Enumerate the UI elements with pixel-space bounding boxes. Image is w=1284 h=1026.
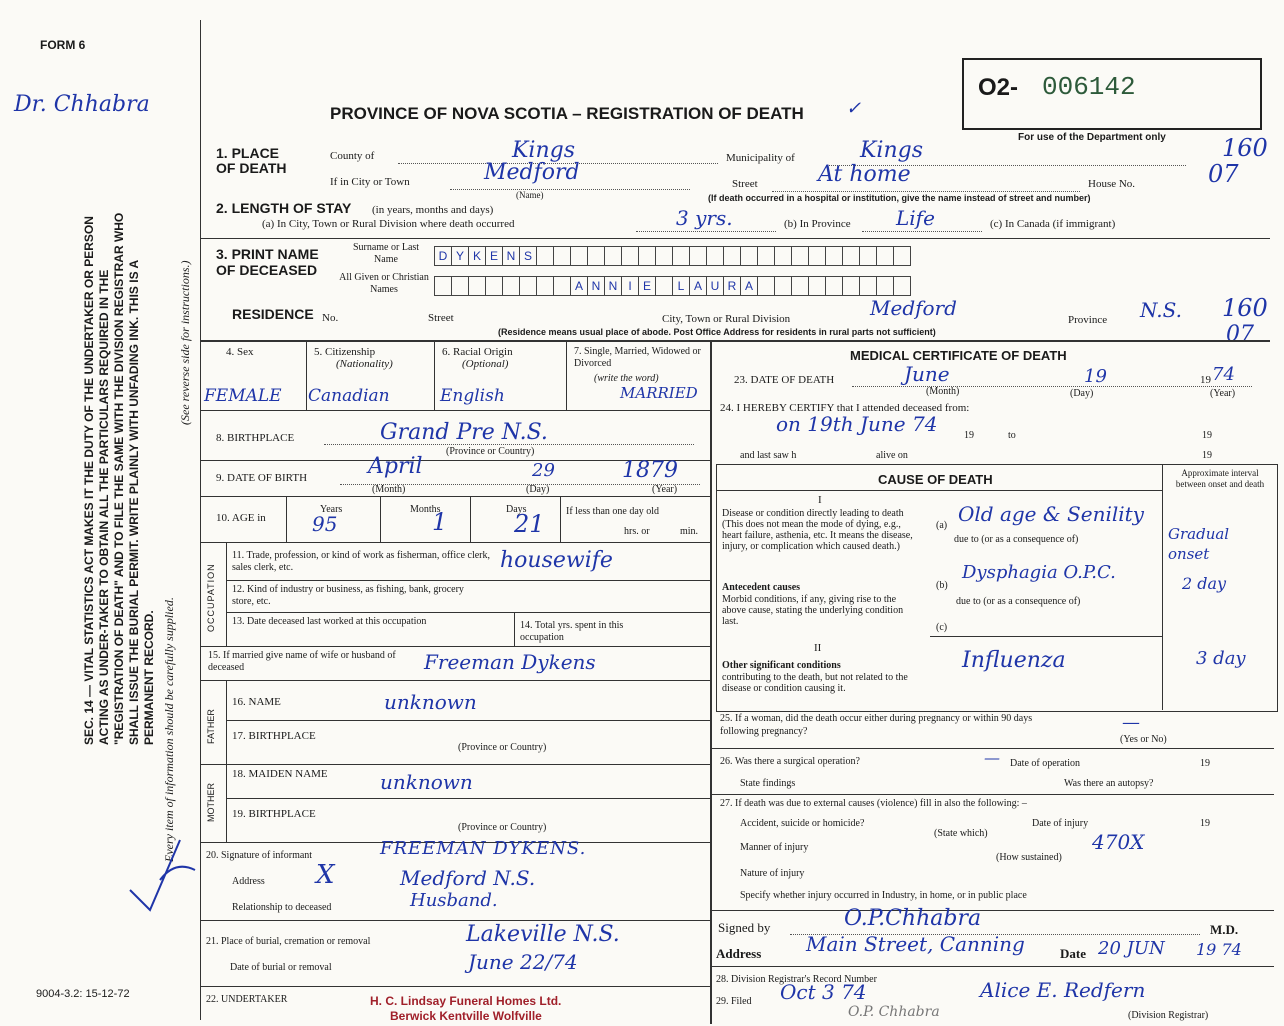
given-name-letter-box: U (706, 276, 723, 296)
given-name-letter-box (757, 276, 774, 296)
surname-letter-box (791, 246, 808, 266)
given-name-letter-box (553, 276, 570, 296)
given-name-letter-box (825, 276, 842, 296)
print-name-label: 3. PRINT NAME OF DECEASED (216, 246, 319, 278)
given-name-letter-box: L (672, 276, 689, 296)
sex-value: FEMALE (204, 386, 282, 406)
surname-letter-box (859, 246, 876, 266)
given-name-letter-box (468, 276, 485, 296)
age-days: 21 (514, 510, 545, 538)
city-value: Medford (484, 160, 580, 185)
other-conditions-value: Influenza (962, 648, 1066, 673)
mother-maiden: unknown (380, 770, 473, 794)
burial-place: Lakeville N.S. (466, 922, 620, 947)
info-notice: Every item of information should be carefully supplied. (162, 597, 176, 862)
name-note: (Name) (516, 190, 544, 200)
mother-birthplace-sub: (Province or Country) (458, 822, 547, 833)
residence-note: (Residence means usual place of abode. Post Office Address for residents in rural parts not sufficient) (498, 327, 936, 337)
given-name-letter-box (808, 276, 825, 296)
father-birthplace-sub: (Province or Country) (458, 742, 547, 753)
dob-label: 9. DATE OF BIRTH (216, 472, 308, 484)
surname-letter-box (536, 246, 553, 266)
dob-year-sub: (Year) (652, 484, 678, 495)
surname-letter-box: D (434, 246, 451, 266)
citizenship-label: 5. Citizenship (314, 346, 376, 358)
from-year-label: 19 (964, 430, 974, 441)
given-name-letter-box (893, 276, 911, 296)
street-value: At home (818, 162, 911, 187)
registrar-label: (Division Registrar) (1128, 1010, 1209, 1021)
marital-label: 7. Single, Married, Widowed or Divorced (574, 346, 701, 369)
specify-label: Specify whether injury occurred in Industry, in home, or in public place (740, 890, 1027, 901)
registration-number-box (962, 58, 1262, 130)
length-units: (in years, months and days) (372, 204, 494, 216)
yes-no-label: (Yes or No) (1120, 734, 1167, 745)
age-days-label: Days (506, 504, 527, 515)
alive-on-label: alive on (876, 450, 908, 461)
stay-province-label: (b) In Province (784, 218, 851, 230)
manner-label: Manner of injury (740, 842, 809, 853)
county-label: County of (330, 150, 375, 162)
md-label: M.D. (1210, 922, 1239, 937)
hrs-label: hrs. or (624, 526, 650, 537)
section-one-label: I (818, 494, 822, 506)
residence-street-label: Street (428, 312, 454, 324)
stay-city-value: 3 yrs. (676, 206, 733, 230)
less-than-day-label: If less than one day old (566, 506, 660, 517)
street-label: Street (732, 178, 758, 190)
age-months-label: Months (410, 504, 441, 515)
signed-by-value: O.P.Chhabra (844, 906, 982, 931)
given-name-letter-box (434, 276, 451, 296)
mother-maiden-label: 18. MAIDEN NAME (232, 768, 328, 780)
residence-code-1: 160 (1222, 294, 1268, 322)
residence-code-2: 07 (1226, 322, 1254, 347)
other-conditions-interval: 3 day (1196, 648, 1246, 669)
autopsy-label: Was there an autopsy? (1064, 778, 1154, 789)
signature-date-label: Date (1060, 946, 1086, 961)
trade-value: housewife (500, 548, 613, 573)
cause-b-value: Dysphagia O.P.C. (962, 562, 1116, 583)
given-names-label: All Given or Christian Names (339, 272, 429, 295)
undertaker-stamp-line2: Berwick Kentville Wolfville (390, 1009, 542, 1023)
surname-letter-box (638, 246, 655, 266)
given-name-letter-box: N (587, 276, 604, 296)
dob-day-sub: (Day) (526, 484, 550, 495)
informant-x-mark: X (316, 860, 335, 890)
instructions-note: (See reverse side for instructions.) (178, 260, 192, 425)
cause-c-label: (c) (936, 622, 948, 633)
manner-note: 470X (1092, 830, 1145, 854)
direct-cause-label: Disease or condition directly leading to death (This does not mean the mode of dying, e.g., heart failure, asthenia, etc. It means the disease, injury, or complication which caused death.) (722, 508, 913, 552)
given-name-letter-box (791, 276, 808, 296)
state-which-label: (State which) (934, 828, 988, 839)
cause-a-interval: Gradual onset (1168, 525, 1230, 563)
dod-month-sub: (Month) (926, 386, 960, 397)
signature-address: Main Street, Canning (806, 932, 1025, 956)
cause-a-value: Old age & Senility (958, 502, 1144, 526)
filed-value: Oct 3 74 (780, 980, 867, 1004)
mother-birthplace-label: 19. BIRTHPLACE (232, 808, 316, 820)
filed-label: 29. Filed (716, 996, 752, 1007)
dob-day: 29 (532, 460, 555, 481)
min-label: min. (680, 526, 699, 537)
racial-value: English (440, 386, 505, 406)
bottom-signature: O.P. Chhabra (848, 1004, 940, 1020)
undertaker-label: 22. UNDERTAKER (206, 994, 288, 1005)
nature-label: Nature of injury (740, 868, 805, 879)
residence-city-label: City, Town or Rural Division (662, 313, 791, 325)
given-name-letter-box (842, 276, 859, 296)
house-code: 07 (1208, 160, 1239, 188)
informant-relationship: Husband. (410, 890, 498, 911)
given-name-letter-box (655, 276, 672, 296)
margin-scribble (120, 830, 200, 920)
dod-label: 23. DATE OF DEATH (734, 374, 835, 386)
medical-header: MEDICAL CERTIFICATE OF DEATH (850, 348, 1067, 363)
burial-place-label: 21. Place of burial, cremation or removal (206, 936, 371, 947)
place-of-death-label: 1. PLACE OF DEATH (216, 145, 287, 176)
given-name-letter-box: R (723, 276, 740, 296)
last-saw-label: and last saw h (740, 450, 797, 461)
informant-signature: FREEMAN DYKENS. (380, 838, 587, 859)
surname-letter-box (774, 246, 791, 266)
municipality-value: Kings (860, 138, 924, 163)
dod-year-prefix: 19 (1200, 374, 1211, 386)
vital-statistics-act-text: SEC. 14 — VITAL STATISTICS ACT MAKES IT THE DUTY OF THE UNDERTAKER OR PERSON ACTING AS UNDER-TAKER TO OBTAIN ALL THE PARTICULARS REQUIRED IN THE "REGISTRATION OF DEATH" AND TO FILE THE SAME WITH THE DIVISION REGISTRAR WHO SHALL ISSUE THE BURIAL PERMIT. WRITE PLAINLY WITH UNFADING INK. THIS IS A PERMANENT RECORD. (82, 212, 156, 745)
surname-letter-box (723, 246, 740, 266)
cause-b-label: (b) (936, 580, 948, 591)
birthplace-label: 8. BIRTHPLACE (216, 432, 295, 444)
injury-year-label: 19 (1200, 818, 1210, 829)
given-name-letter-box (502, 276, 519, 296)
stay-city-label: (a) In City, Town or Rural Division where death occurred (262, 218, 515, 230)
residence-label: RESIDENCE (232, 306, 314, 322)
due-to-a: due to (or as a consequence of) (954, 534, 1079, 545)
section-two-label: II (814, 642, 822, 654)
surname-letter-box (842, 246, 859, 266)
surname-letter-box (825, 246, 842, 266)
how-sustained-label: (How sustained) (996, 852, 1062, 863)
due-to-b: due to (or as a consequence of) (956, 596, 1081, 607)
registration-prefix: O2- (978, 74, 1019, 101)
surname-letter-box: Y (451, 246, 468, 266)
dod-day: 19 (1084, 366, 1107, 387)
surname-letter-box (893, 246, 911, 266)
informant-relationship-label: Relationship to deceased (232, 902, 332, 913)
marital-value: MARRIED (620, 384, 698, 402)
house-label: House No. (1088, 178, 1136, 190)
question-25: 25. If a woman, did the death occur either during pregnancy or within 90 days following pregnancy? (720, 713, 1033, 737)
county-value: Kings (512, 138, 576, 163)
q26-answer-mark: — (984, 748, 1000, 767)
surname-letter-box (655, 246, 672, 266)
given-name-letter-box (451, 276, 468, 296)
op-date-label: Date of operation (1010, 758, 1080, 769)
other-conditions-desc: contributing to the death, but not related to the disease or condition causing it. (722, 672, 908, 694)
dod-day-sub: (Day) (1070, 388, 1094, 399)
trade-label: 11. Trade, profession, or kind of work as fisherman, office clerk, sales clerk, etc. (232, 550, 490, 573)
given-name-letter-box: I (621, 276, 638, 296)
attended-from: on 19th June 74 (776, 412, 938, 436)
surname-letter-box (587, 246, 604, 266)
spouse-label: 15. If married give name of wife or husband of deceased (208, 650, 396, 673)
dod-month: June (904, 362, 950, 386)
father-name: unknown (384, 690, 477, 714)
municipality-code: 160 (1222, 134, 1268, 162)
accident-label: Accident, suicide or homicide? (740, 818, 865, 829)
surname-letter-box: S (519, 246, 536, 266)
interval-header: Approximate interval between onset and death (1175, 468, 1265, 489)
occupation-side-label: OCCUPATION (206, 563, 216, 632)
to-year-label: 19 (1202, 430, 1212, 441)
age-years: 95 (312, 512, 338, 536)
given-name-letter-box: N (604, 276, 621, 296)
surname-letter-box (706, 246, 723, 266)
residence-province-label: Province (1068, 314, 1108, 326)
residence-no-label: No. (322, 312, 339, 324)
dod-year: 74 (1212, 364, 1235, 385)
surname-letter-box (876, 246, 893, 266)
surname-label: Surname or Last Name (352, 242, 420, 265)
antecedent-desc: Morbid conditions, if any, giving rise to the above cause, stating the underlying condition last. (722, 594, 904, 627)
q25-answer-mark: — (1122, 712, 1140, 733)
father-name-label: 16. NAME (232, 696, 281, 708)
given-name-letter-box (536, 276, 553, 296)
surname-letter-box: N (502, 246, 519, 266)
dod-year-sub: (Year) (1210, 388, 1236, 399)
father-birthplace-label: 17. BIRTHPLACE (232, 730, 316, 742)
stay-province-value: Life (896, 206, 935, 230)
to-label: to (1008, 430, 1016, 441)
racial-sub: (Optional) (462, 358, 509, 370)
injury-date-label: Date of injury (1032, 818, 1089, 829)
total-years-label: 14. Total yrs. spent in this occupation (520, 620, 624, 643)
last-worked-label: 13. Date deceased last worked at this occupation (232, 616, 427, 627)
spouse-value: Freeman Dykens (424, 650, 596, 674)
informant-sig-label: 20. Signature of informant (206, 850, 313, 861)
birthplace-sub: (Province or Country) (446, 446, 535, 457)
question-27: 27. If death was due to external causes (violence) fill in also the following: – (720, 798, 1027, 809)
stay-canada-label: (c) In Canada (if immigrant) (990, 218, 1116, 230)
informant-address: Medford N.S. (400, 866, 536, 890)
given-name-letter-box: A (740, 276, 757, 296)
form-label: FORM 6 (40, 38, 86, 52)
racial-label: 6. Racial Origin (442, 346, 513, 358)
signature-date: 20 JUN (1098, 938, 1165, 959)
cause-a-label: (a) (936, 520, 948, 531)
father-side-label: FATHER (206, 709, 216, 744)
citizenship-sub: (Nationality) (336, 358, 393, 370)
signed-by-label: Signed by (718, 920, 771, 935)
registration-number: 006142 (1042, 72, 1136, 102)
residence-province-value: N.S. (1140, 298, 1182, 322)
undertaker-stamp-line1: H. C. Lindsay Funeral Homes Ltd. (370, 994, 562, 1008)
length-of-stay-label: 2. LENGTH OF STAY (216, 200, 352, 216)
dob-month-sub: (Month) (372, 484, 406, 495)
alive-year-label: 19 (1202, 450, 1212, 461)
state-findings-label: State findings (740, 778, 796, 789)
form-code: 9004-3.2: 15-12-72 (36, 988, 130, 1000)
cause-header: CAUSE OF DEATH (878, 472, 993, 487)
op-year-label: 19 (1200, 758, 1210, 769)
given-name-letter-box (519, 276, 536, 296)
page-title: PROVINCE OF NOVA SCOTIA – REGISTRATION OF DEATH (330, 104, 804, 123)
age-years-label: Years (320, 504, 343, 515)
given-name-letter-box: A (689, 276, 706, 296)
surname-letter-box (604, 246, 621, 266)
surname-letter-box (689, 246, 706, 266)
given-name-letter-box (876, 276, 893, 296)
given-name-letter-box (485, 276, 502, 296)
surname-letter-box (672, 246, 689, 266)
given-name-letter-box: E (638, 276, 655, 296)
other-conditions-label: Other significant conditions (722, 660, 841, 671)
burial-date-label: Date of burial or removal (230, 962, 332, 973)
surname-letter-box (757, 246, 774, 266)
surname-letter-box: K (468, 246, 485, 266)
mother-side-label: MOTHER (206, 783, 216, 822)
given-names-boxes (434, 276, 911, 296)
city-label: If in City or Town (330, 176, 410, 188)
surname-letter-box (621, 246, 638, 266)
surname-letter-box (808, 246, 825, 266)
hospital-note: (If death occurred in a hospital or institution, give the name instead of street and number) (708, 193, 1091, 203)
industry-label: 12. Kind of industry or business, as fishing, bank, grocery store, etc. (232, 584, 464, 607)
cause-b-interval: 2 day (1182, 574, 1227, 593)
given-name-letter-box: A (570, 276, 587, 296)
signature-date-year: 19 74 (1196, 940, 1242, 959)
dob-month: April (368, 454, 423, 479)
record-number-label: 28. Division Registrar's Record Number (716, 974, 877, 985)
burial-date: June 22/74 (468, 950, 578, 974)
municipality-label: Municipality of (726, 152, 795, 164)
title-check-mark: ✓ (846, 98, 862, 119)
signature-address-label: Address (716, 946, 762, 961)
citizenship-value: Canadian (308, 386, 390, 406)
birthplace-value: Grand Pre N.S. (380, 420, 548, 445)
surname-letter-box (740, 246, 757, 266)
question-26: 26. Was there a surgical operation? (720, 756, 860, 767)
marital-sub: (write the word) (594, 373, 659, 384)
given-name-letter-box (859, 276, 876, 296)
given-name-letter-box (774, 276, 791, 296)
sex-label: 4. Sex (226, 346, 254, 358)
age-months: 1 (432, 508, 448, 536)
dept-use-note: For use of the Department only (1018, 132, 1166, 143)
certify-label: 24. I HEREBY CERTIFY that I attended deceased from: (720, 402, 970, 414)
registrar-signature: Alice E. Redfern (980, 978, 1146, 1002)
surname-letter-box (570, 246, 587, 266)
informant-address-label: Address (232, 876, 265, 887)
residence-city-value: Medford (870, 296, 957, 320)
margin-note: Dr. Chhabra (14, 92, 150, 117)
surname-letter-box (553, 246, 570, 266)
surname-boxes (434, 246, 911, 266)
antecedent-label: Antecedent causes (722, 582, 801, 593)
surname-letter-box: E (485, 246, 502, 266)
dob-year: 1879 (622, 458, 678, 483)
age-label: 10. AGE in (216, 512, 266, 524)
